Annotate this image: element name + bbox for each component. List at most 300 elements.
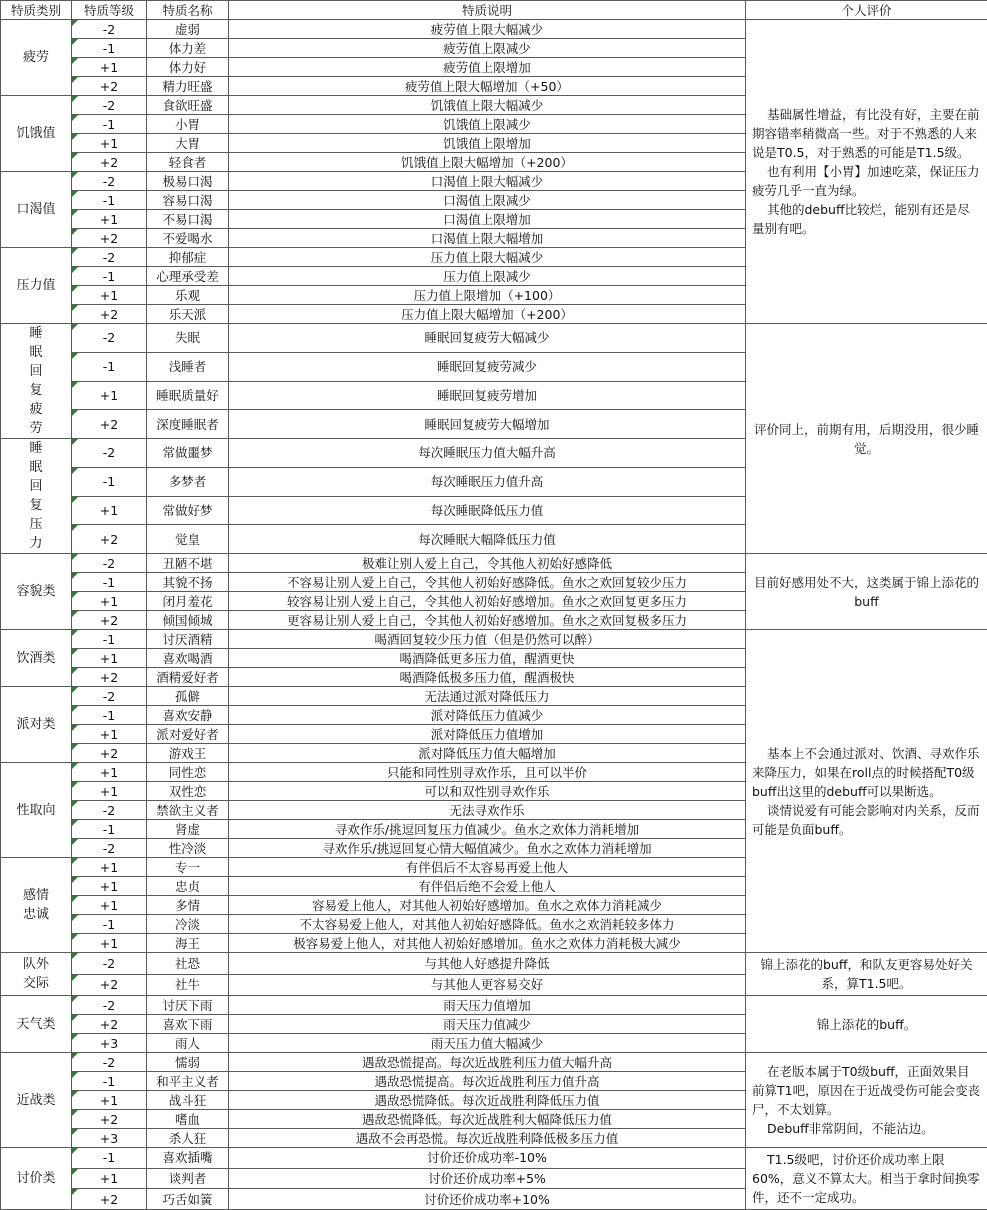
trait-description-cell: 喝酒降低更多压力值，醒酒更快 — [229, 649, 746, 668]
comment-flag-icon — [72, 439, 78, 445]
evaluation-paragraph: 评价同上，前期有用，后期没用，很少睡觉。 — [752, 420, 981, 458]
comment-flag-icon — [72, 896, 78, 902]
category-cell: 感情忠诚 — [1, 858, 72, 953]
comment-flag-icon — [72, 801, 78, 807]
level-text: -1 — [103, 822, 115, 837]
level-cell — [72, 782, 147, 801]
level-text: -2 — [103, 841, 115, 856]
level-cell — [72, 248, 147, 267]
level-cell — [72, 496, 147, 525]
level-cell — [72, 352, 147, 381]
level-cell — [72, 744, 147, 763]
trait-name-cell: 和平主义者 — [147, 1072, 229, 1091]
trait-name-cell: 喜欢安静 — [147, 706, 229, 725]
category-cell: 讨价类 — [1, 1148, 72, 1210]
level-text: +1 — [100, 765, 118, 780]
level-cell — [72, 1053, 147, 1072]
level-cell — [72, 39, 147, 58]
level-cell — [72, 324, 147, 353]
trait-description-cell: 无法通过派对降低压力 — [229, 687, 746, 706]
level-text: +1 — [100, 388, 118, 403]
level-cell — [72, 763, 147, 782]
level-text: -1 — [103, 575, 115, 590]
level-text: +1 — [100, 936, 118, 951]
trait-name-cell: 社牛 — [147, 974, 229, 996]
trait-description-cell: 无法寻欢作乐 — [229, 801, 746, 820]
trait-name-cell: 禁欲主义者 — [147, 801, 229, 820]
trait-name-cell: 同性恋 — [147, 763, 229, 782]
table-row — [1, 953, 987, 975]
trait-description-cell: 睡眠回复疲劳减少 — [229, 352, 746, 381]
level-text: +1 — [100, 288, 118, 303]
comment-flag-icon — [72, 668, 78, 674]
trait-name-cell: 不易口渴 — [147, 210, 229, 229]
trait-description-cell: 疲劳值上限增加 — [229, 58, 746, 77]
level-text: +2 — [100, 1112, 118, 1127]
trait-description-cell: 派对降低压力值增加 — [229, 725, 746, 744]
level-cell — [72, 1189, 147, 1210]
level-text: +1 — [100, 212, 118, 227]
level-cell — [72, 1072, 147, 1091]
comment-flag-icon — [72, 39, 78, 45]
comment-flag-icon — [72, 782, 78, 788]
level-cell — [72, 725, 147, 744]
comment-flag-icon — [72, 611, 78, 617]
trait-description-cell: 饥饿值上限增加 — [229, 134, 746, 153]
comment-flag-icon — [72, 1169, 78, 1175]
comment-flag-icon — [72, 210, 78, 216]
level-text: +1 — [100, 784, 118, 799]
trait-description-cell: 遇敌恐慌提高。每次近战胜利压力值大幅升高 — [229, 1053, 746, 1072]
trait-description-cell: 饥饿值上限大幅减少 — [229, 96, 746, 115]
level-text: +1 — [100, 898, 118, 913]
trait-description-cell: 极难让别人爱上自己，令其他人初始好感降低 — [229, 554, 746, 573]
level-cell — [72, 1168, 147, 1189]
trait-name-cell: 极易口渴 — [147, 172, 229, 191]
trait-description-cell: 疲劳值上限大幅减少 — [229, 20, 746, 39]
level-cell — [72, 286, 147, 305]
level-cell — [72, 877, 147, 896]
level-text: +1 — [100, 503, 118, 518]
level-text: +2 — [100, 155, 118, 170]
trait-name-cell: 乐观 — [147, 286, 229, 305]
level-cell — [72, 858, 147, 877]
comment-flag-icon — [72, 975, 78, 981]
header-evaluation: 个人评价 — [746, 1, 987, 20]
level-text: -1 — [103, 917, 115, 932]
comment-flag-icon — [72, 1189, 78, 1195]
trait-description-cell: 雨天压力值大幅减少 — [229, 1034, 746, 1053]
level-text: +1 — [100, 594, 118, 609]
table-row — [1, 1053, 987, 1072]
header-level: 特质等级 — [72, 1, 147, 20]
trait-name-cell: 睡眠质量好 — [147, 381, 229, 410]
comment-flag-icon — [72, 191, 78, 197]
category-cell: 压力值 — [1, 248, 72, 324]
comment-flag-icon — [72, 649, 78, 655]
trait-description-cell: 派对降低压力值大幅增加 — [229, 744, 746, 763]
trait-description-cell: 睡眠回复疲劳增加 — [229, 381, 746, 410]
table-body — [1, 20, 987, 1210]
trait-description-cell: 与其他人更容易交好 — [229, 974, 746, 996]
trait-name-cell: 其貌不扬 — [147, 573, 229, 592]
trait-name-cell: 冷淡 — [147, 915, 229, 934]
level-text: -2 — [103, 445, 115, 460]
level-text: -1 — [103, 117, 115, 132]
trait-name-cell: 讨厌酒精 — [147, 630, 229, 649]
comment-flag-icon — [72, 763, 78, 769]
level-text: -2 — [103, 250, 115, 265]
evaluation-paragraph: 目前好感用处不大，这类属于锦上添花的buff — [752, 573, 981, 611]
trait-name-cell: 肾虚 — [147, 820, 229, 839]
comment-flag-icon — [72, 953, 78, 959]
trait-name-cell: 喜欢喝酒 — [147, 649, 229, 668]
header-row — [1, 1, 987, 20]
evaluation-cell — [746, 953, 987, 996]
trait-name-cell: 双性恋 — [147, 782, 229, 801]
level-cell — [72, 20, 147, 39]
trait-name-cell: 小胃 — [147, 115, 229, 134]
level-text: +1 — [100, 1171, 118, 1186]
level-cell — [72, 381, 147, 410]
level-cell — [72, 229, 147, 248]
table-row — [1, 996, 987, 1015]
level-text: +2 — [100, 417, 118, 432]
trait-description-cell: 不容易让别人爱上自己，令其他人初始好感降低。鱼水之欢回复较少压力 — [229, 573, 746, 592]
evaluation-paragraph: T1.5级吧，讨价还价成功率上限60%，意义不算太大。相当于拿时间换零件，还不一定成功。 — [752, 1150, 981, 1207]
level-text: -2 — [103, 556, 115, 571]
trait-name-cell: 喜欢插嘴 — [147, 1148, 229, 1169]
comment-flag-icon — [72, 115, 78, 121]
trait-description-cell: 每次睡眠降低压力值 — [229, 496, 746, 525]
level-cell — [72, 706, 147, 725]
level-cell — [72, 58, 147, 77]
level-text: +1 — [100, 727, 118, 742]
level-text: -2 — [103, 174, 115, 189]
category-cell: 队外交际 — [1, 953, 72, 996]
comment-flag-icon — [72, 744, 78, 750]
level-cell — [72, 649, 147, 668]
comment-flag-icon — [72, 468, 78, 474]
level-cell — [72, 305, 147, 324]
trait-description-cell: 喝酒回复较少压力值（但是仍然可以醉） — [229, 630, 746, 649]
trait-name-cell: 体力差 — [147, 39, 229, 58]
level-cell — [72, 115, 147, 134]
trait-description-cell: 口渴值上限大幅增加 — [229, 229, 746, 248]
level-text: +1 — [100, 879, 118, 894]
level-text: +2 — [100, 307, 118, 322]
level-cell — [72, 210, 147, 229]
level-text: +2 — [100, 977, 118, 992]
trait-name-cell: 常做好梦 — [147, 496, 229, 525]
level-cell — [72, 439, 147, 468]
level-text: +2 — [100, 670, 118, 685]
comment-flag-icon — [72, 630, 78, 636]
trait-description-cell: 极容易爱上他人，对其他人初始好感增加。鱼水之欢体力消耗极大减少 — [229, 934, 746, 953]
trait-description-cell: 有伴侣后不太容易再爱上他人 — [229, 858, 746, 877]
category-cell: 派对类 — [1, 687, 72, 763]
trait-name-cell: 喜欢下雨 — [147, 1015, 229, 1034]
trait-description-cell: 饥饿值上限大幅增加（+200） — [229, 153, 746, 172]
trait-name-cell: 浅睡者 — [147, 352, 229, 381]
trait-name-cell: 食欲旺盛 — [147, 96, 229, 115]
comment-flag-icon — [72, 324, 78, 330]
trait-description-cell: 可以和双性别寻欢作乐 — [229, 782, 746, 801]
level-cell — [72, 611, 147, 630]
trait-description-cell: 口渴值上限增加 — [229, 210, 746, 229]
evaluation-paragraph: 也有利用【小胃】加速吃菜，保证压力疲劳几乎一直为绿。 — [752, 162, 981, 200]
level-cell — [72, 934, 147, 953]
evaluation-cell — [746, 554, 987, 630]
table-row — [1, 324, 987, 353]
level-text: +1 — [100, 60, 118, 75]
header-name: 特质名称 — [147, 1, 229, 20]
level-cell — [72, 1148, 147, 1169]
comment-flag-icon — [72, 1015, 78, 1021]
trait-description-cell: 讨价还价成功率-10% — [229, 1148, 746, 1169]
category-cell: 近战类 — [1, 1053, 72, 1148]
trait-name-cell: 专一 — [147, 858, 229, 877]
evaluation-paragraph: 基础属性增益，有比没有好，主要在前期容错率稍微高一些。对于不熟悉的人来说是T0.5，对于熟悉的可能是T1.5级。 — [752, 105, 981, 162]
comment-flag-icon — [72, 687, 78, 693]
trait-name-cell: 容易口渴 — [147, 191, 229, 210]
comment-flag-icon — [72, 877, 78, 883]
level-cell — [72, 1015, 147, 1034]
comment-flag-icon — [72, 1034, 78, 1040]
comment-flag-icon — [72, 96, 78, 102]
trait-description-cell: 只能和同性别寻欢作乐，且可以半价 — [229, 763, 746, 782]
trait-name-cell: 海王 — [147, 934, 229, 953]
trait-name-cell: 大胃 — [147, 134, 229, 153]
level-text: -2 — [103, 803, 115, 818]
comment-flag-icon — [72, 1148, 78, 1154]
level-text: +2 — [100, 79, 118, 94]
comment-flag-icon — [72, 1072, 78, 1078]
level-cell — [72, 410, 147, 439]
level-text: -2 — [103, 98, 115, 113]
trait-name-cell: 深度睡眠者 — [147, 410, 229, 439]
trait-name-cell: 战斗狂 — [147, 1091, 229, 1110]
evaluation-cell — [746, 324, 987, 554]
trait-description-cell: 饥饿值上限减少 — [229, 115, 746, 134]
comment-flag-icon — [72, 58, 78, 64]
comment-flag-icon — [72, 725, 78, 731]
comment-flag-icon — [72, 706, 78, 712]
trait-name-cell: 孤僻 — [147, 687, 229, 706]
comment-flag-icon — [72, 573, 78, 579]
comment-flag-icon — [72, 382, 78, 388]
table-row — [1, 630, 987, 649]
comment-flag-icon — [72, 286, 78, 292]
level-cell — [72, 801, 147, 820]
evaluation-paragraph: 基本上不会通过派对、饮酒、寻欢作乐来降压力，如果在roll点的时候搭配T0级buff出这里的debuff可以果断选。 — [752, 744, 981, 801]
level-cell — [72, 467, 147, 496]
trait-description-cell: 寻欢作乐/挑逗回复心情大幅值减少。鱼水之欢体力消耗增加 — [229, 839, 746, 858]
trait-description-cell: 与其他人好感提升降低 — [229, 953, 746, 975]
trait-name-cell: 体力好 — [147, 58, 229, 77]
level-text: +3 — [100, 1036, 118, 1051]
trait-name-cell: 多梦者 — [147, 467, 229, 496]
comment-flag-icon — [72, 915, 78, 921]
comment-flag-icon — [72, 305, 78, 311]
trait-name-cell: 忠贞 — [147, 877, 229, 896]
level-cell — [72, 153, 147, 172]
level-cell — [72, 687, 147, 706]
trait-description-cell: 压力值上限减少 — [229, 267, 746, 286]
level-cell — [72, 267, 147, 286]
comment-flag-icon — [72, 996, 78, 1002]
trait-name-cell: 酒精爱好者 — [147, 668, 229, 687]
level-text: -2 — [103, 330, 115, 345]
trait-description-cell: 喝酒降低极多压力值，醒酒极快 — [229, 668, 746, 687]
comment-flag-icon — [72, 525, 78, 531]
comment-flag-icon — [72, 353, 78, 359]
category-cell: 睡眠回复压力 — [1, 439, 72, 554]
level-cell — [72, 525, 147, 554]
level-text: -1 — [103, 1074, 115, 1089]
comment-flag-icon — [72, 839, 78, 845]
trait-description-cell: 压力值上限大幅增加（+200） — [229, 305, 746, 324]
trait-name-cell: 嗜血 — [147, 1110, 229, 1129]
trait-name-cell: 懦弱 — [147, 1053, 229, 1072]
level-text: +2 — [100, 1017, 118, 1032]
trait-name-cell: 杀人狂 — [147, 1129, 229, 1148]
category-cell: 口渴值 — [1, 172, 72, 248]
comment-flag-icon — [72, 134, 78, 140]
trait-description-cell: 睡眠回复疲劳大幅减少 — [229, 324, 746, 353]
level-text: +1 — [100, 1093, 118, 1108]
level-text: -1 — [103, 1150, 115, 1165]
trait-description-cell: 讨价还价成功率+10% — [229, 1189, 746, 1210]
header-category: 特质类别 — [1, 1, 72, 20]
evaluation-cell — [746, 630, 987, 953]
evaluation-paragraph: 锦上添花的buff，和队友更容易处好关系，算T1.5吧。 — [752, 955, 981, 993]
level-text: +3 — [100, 1131, 118, 1146]
trait-description-cell: 雨天压力值增加 — [229, 996, 746, 1015]
trait-name-cell: 巧舌如簧 — [147, 1189, 229, 1210]
comment-flag-icon — [72, 248, 78, 254]
trait-name-cell: 雨人 — [147, 1034, 229, 1053]
category-cell: 天气类 — [1, 996, 72, 1053]
level-cell — [72, 191, 147, 210]
table-row — [1, 554, 987, 573]
comment-flag-icon — [72, 1053, 78, 1059]
category-cell: 容貌类 — [1, 554, 72, 630]
level-text: +1 — [100, 860, 118, 875]
trait-name-cell: 不爱喝水 — [147, 229, 229, 248]
comment-flag-icon — [72, 77, 78, 83]
level-text: -2 — [103, 956, 115, 971]
comment-flag-icon — [72, 20, 78, 26]
level-cell — [72, 915, 147, 934]
trait-description-cell: 雨天压力值减少 — [229, 1015, 746, 1034]
comment-flag-icon — [72, 153, 78, 159]
trait-name-cell: 游戏王 — [147, 744, 229, 763]
level-text: -1 — [103, 708, 115, 723]
comment-flag-icon — [72, 592, 78, 598]
category-cell: 饮酒类 — [1, 630, 72, 687]
comment-flag-icon — [72, 267, 78, 273]
trait-description-cell: 每次睡眠压力值大幅升高 — [229, 439, 746, 468]
comment-flag-icon — [72, 820, 78, 826]
level-text: -1 — [103, 193, 115, 208]
trait-name-cell: 精力旺盛 — [147, 77, 229, 96]
level-cell — [72, 953, 147, 975]
trait-description-cell: 有伴侣后绝不会爱上他人 — [229, 877, 746, 896]
trait-description-cell: 寻欢作乐/挑逗回复压力值减少。鱼水之欢体力消耗增加 — [229, 820, 746, 839]
trait-name-cell: 讨厌下雨 — [147, 996, 229, 1015]
trait-name-cell: 抑郁症 — [147, 248, 229, 267]
level-text: -1 — [103, 632, 115, 647]
trait-name-cell: 倾国倾城 — [147, 611, 229, 630]
level-text: -1 — [103, 474, 115, 489]
trait-name-cell: 性冷淡 — [147, 839, 229, 858]
level-cell — [72, 592, 147, 611]
trait-description-cell: 讨价还价成功率+5% — [229, 1168, 746, 1189]
evaluation-paragraph: 在老版本属于T0级buff，正面效果目前算T1吧，原因在于近战受伤可能会变丧尸，不太划算。 — [752, 1062, 981, 1119]
level-text: +2 — [100, 231, 118, 246]
trait-description-cell: 疲劳值上限减少 — [229, 39, 746, 58]
level-cell — [72, 996, 147, 1015]
evaluation-cell — [746, 1053, 987, 1148]
level-cell — [72, 1129, 147, 1148]
comment-flag-icon — [72, 497, 78, 503]
trait-name-cell: 派对爱好者 — [147, 725, 229, 744]
level-text: -1 — [103, 269, 115, 284]
evaluation-cell — [746, 20, 987, 324]
trait-name-cell: 心理承受差 — [147, 267, 229, 286]
evaluation-paragraph: 谈情说爱有可能会影响对内关系，反而可能是负面buff。 — [752, 801, 981, 839]
comment-flag-icon — [72, 1091, 78, 1097]
level-text: -1 — [103, 41, 115, 56]
trait-name-cell: 虚弱 — [147, 20, 229, 39]
level-cell — [72, 1091, 147, 1110]
comment-flag-icon — [72, 410, 78, 416]
trait-description-cell: 不太容易爱上他人，对其他人初始好感降低。鱼水之欢消耗较多体力 — [229, 915, 746, 934]
trait-name-cell: 谈判者 — [147, 1168, 229, 1189]
level-text: +2 — [100, 613, 118, 628]
trait-description-cell: 容易爱上他人，对其他人初始好感增加。鱼水之欢体力消耗减少 — [229, 896, 746, 915]
trait-description-cell: 每次睡眠大幅降低压力值 — [229, 525, 746, 554]
trait-description-cell: 派对降低压力值减少 — [229, 706, 746, 725]
trait-name-cell: 闭月羞花 — [147, 592, 229, 611]
category-cell: 疲劳 — [1, 20, 72, 96]
trait-name-cell: 失眠 — [147, 324, 229, 353]
level-cell — [72, 172, 147, 191]
trait-description-cell: 口渴值上限大幅减少 — [229, 172, 746, 191]
level-cell — [72, 134, 147, 153]
trait-description-cell: 遇敌不会再恐慌。每次近战胜利降低极多压力值 — [229, 1129, 746, 1148]
comment-flag-icon — [72, 554, 78, 560]
comment-flag-icon — [72, 1110, 78, 1116]
trait-description-cell: 遇敌恐慌降低。每次近战胜利大幅降低压力值 — [229, 1110, 746, 1129]
category-cell: 饥饿值 — [1, 96, 72, 172]
level-text: +2 — [100, 532, 118, 547]
level-text: -1 — [103, 359, 115, 374]
comment-flag-icon — [72, 1129, 78, 1135]
trait-name-cell: 觉皇 — [147, 525, 229, 554]
trait-description-cell: 压力值上限大幅减少 — [229, 248, 746, 267]
level-cell — [72, 896, 147, 915]
comment-flag-icon — [72, 229, 78, 235]
comment-flag-icon — [72, 934, 78, 940]
trait-description-cell: 遇敌恐慌降低。每次近战胜利降低压力值 — [229, 1091, 746, 1110]
level-text: +2 — [100, 746, 118, 761]
level-text: +1 — [100, 651, 118, 666]
trait-name-cell: 轻食者 — [147, 153, 229, 172]
level-cell — [72, 96, 147, 115]
evaluation-paragraph: 其他的debuff比较烂，能别有还是尽量别有吧。 — [752, 200, 981, 238]
